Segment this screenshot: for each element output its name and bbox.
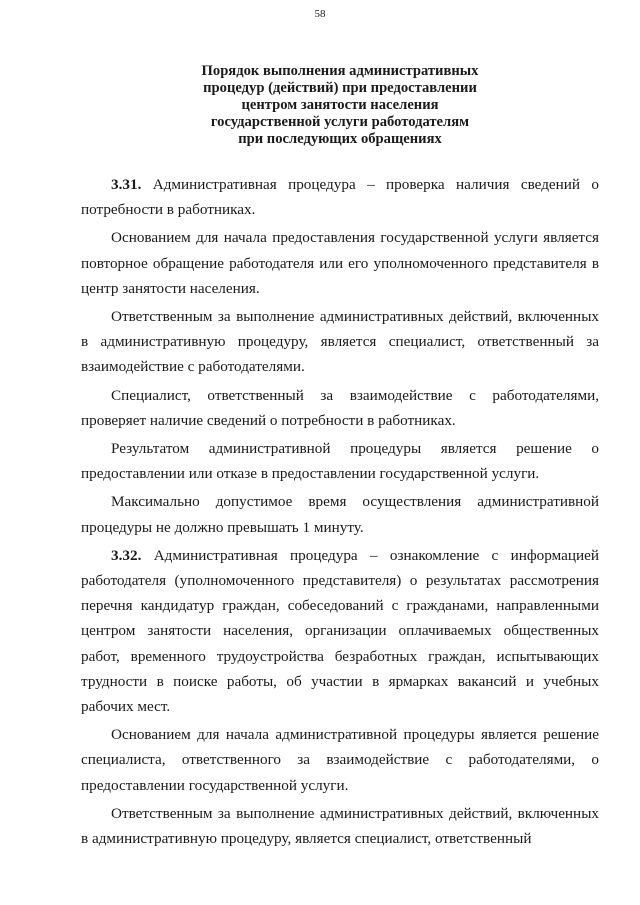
paragraph xyxy=(81,436,599,486)
paragraph-text: Основанием для начала административной процедуры является решение специалиста, ответственного за взаимодействие с работодателями, о предоставлении государственной услуги. xyxy=(81,726,599,794)
section-heading xyxy=(0,63,640,148)
paragraph-text: Административная процедура – проверка наличия сведений о потребности в работниках. xyxy=(81,176,599,219)
paragraph xyxy=(81,722,599,798)
paragraph xyxy=(81,225,599,301)
paragraph-text: Ответственным за выполнение административных действий, включенных в административную процедуру, является специалист, ответственный xyxy=(81,804,599,848)
paragraph-3-31 xyxy=(81,172,599,222)
heading-line: процедур (действий) при предоставлении xyxy=(203,80,477,96)
paragraph-3-32 xyxy=(81,543,599,719)
clause-number: 3.32. xyxy=(111,546,142,564)
paragraph-text: Результатом административной процедуры является решение о предоставлении или отказе в предоставлении государственной услуги. xyxy=(81,440,599,483)
paragraph xyxy=(81,801,599,851)
heading-line: государственной услуги работодателям xyxy=(210,114,470,130)
paragraph-text: Специалист, ответственный за взаимодействие с работодателями, проверяет наличие сведений о потребности в работниках. xyxy=(81,386,599,429)
page-number: 58 xyxy=(314,8,326,20)
heading-line: центром занятости населения xyxy=(241,97,439,113)
heading-line: Порядок выполнения административных xyxy=(201,63,479,79)
paragraph-text: Ответственным за выполнение административных действий, включенных в административную процедуру, является специалист, ответственный за взаимодействие с работодателями. xyxy=(81,308,599,376)
paragraph xyxy=(81,304,599,380)
heading-line: при последующих обращениях xyxy=(238,131,442,147)
paragraph xyxy=(81,383,599,433)
paragraph-text: Административная процедура – ознакомление с информацией работодателя (уполномоченного представителя) о результатах рассмотрения перечня кандидатур граждан, собеседований с гражданами, направленными центром занятости населения, организации оплачиваемых общественных работ, временного трудоустройства безработных граждан, испытывающих трудности в поиске работы, об участии в ярмарках вакансий и учебных рабочих мест. xyxy=(81,546,600,716)
document-body xyxy=(81,172,599,854)
paragraph-text: Максимально допустимое время осуществления административной процедуры не должно превышать 1 минуту. xyxy=(81,493,599,536)
paragraph-text: Основанием для начала предоставления государственной услуги является повторное обращение работодателя или его уполномоченного представителя в центр занятости населения. xyxy=(81,229,599,297)
clause-number: 3.31. xyxy=(111,176,142,193)
paragraph xyxy=(81,489,599,539)
